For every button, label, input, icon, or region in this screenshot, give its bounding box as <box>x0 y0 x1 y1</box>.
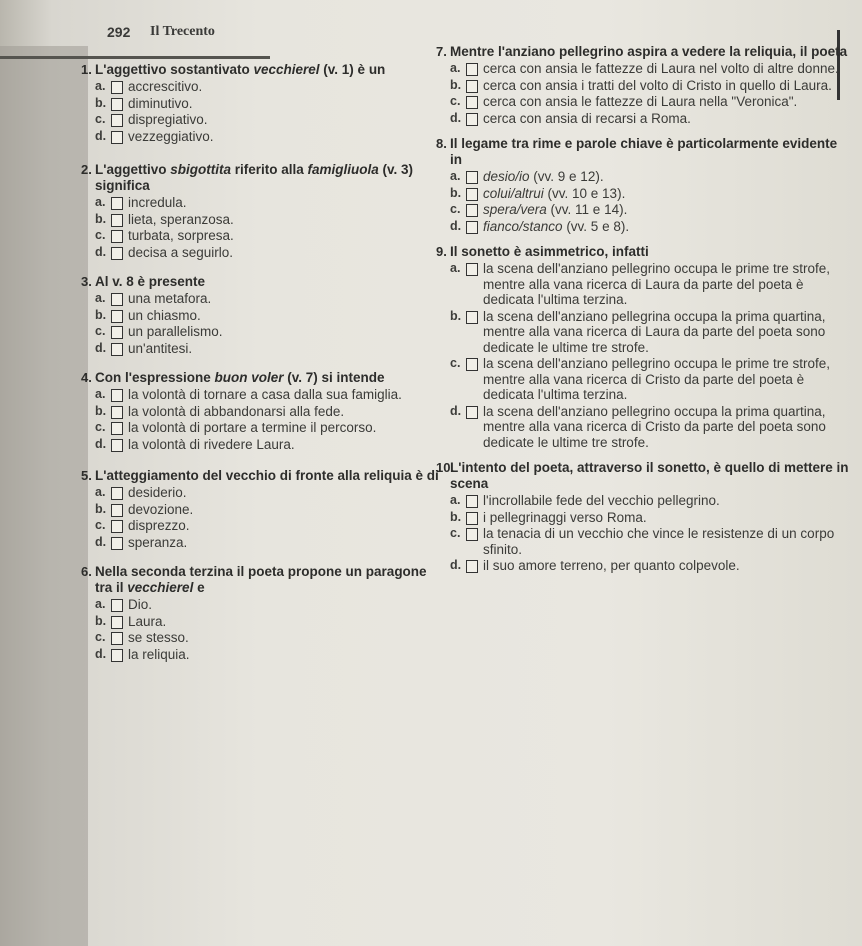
option-letter: c. <box>95 112 106 126</box>
option-letter: c. <box>95 420 106 434</box>
checkbox[interactable] <box>466 204 478 217</box>
answer-option[interactable] <box>95 597 445 613</box>
option-letter: d. <box>450 403 462 418</box>
option-text <box>128 195 187 211</box>
option-label: devozione. <box>128 501 194 517</box>
answer-option[interactable] <box>95 212 445 228</box>
option-label: un parallelismo. <box>128 324 223 339</box>
option-label: cerca con ansia le fattezze di Laura nella "Veronica". <box>483 94 798 109</box>
question-text <box>95 274 445 290</box>
option-text <box>128 308 201 324</box>
checkbox[interactable] <box>111 504 123 517</box>
header-rule <box>0 56 270 59</box>
option-quoted-word: desio/io <box>483 169 530 184</box>
option-label: la scena dell'anziano pellegrina occupa la prima quartina, mentre alla vana ricerca di Laura da parte del poeta sono dedicate le ultime tre strofe. <box>483 308 826 355</box>
option-letter: d. <box>95 534 107 549</box>
option-text <box>483 309 850 356</box>
option-letter: b. <box>95 501 107 516</box>
option-letter: a. <box>95 79 106 93</box>
option-text <box>483 78 832 94</box>
answer-option[interactable] <box>95 112 445 128</box>
answer-option[interactable] <box>95 502 445 518</box>
answer-options <box>95 485 445 550</box>
question-fragment: Mentre l'anziano pellegrino aspira a vedere la reliquia, il poeta <box>450 44 848 59</box>
answer-options <box>95 79 445 144</box>
answer-option[interactable] <box>450 78 850 94</box>
option-text <box>128 79 202 95</box>
option-text <box>128 485 187 501</box>
checkbox[interactable] <box>111 406 123 419</box>
page-number: 292 <box>107 24 131 40</box>
option-label: la volontà di rivedere Laura. <box>128 436 295 452</box>
option-text <box>128 437 295 453</box>
option-label: (vv. 5 e 8). <box>562 218 630 234</box>
option-text <box>483 111 691 127</box>
answer-option[interactable] <box>450 61 850 77</box>
quoted-word: sbigottita <box>170 162 231 177</box>
option-letter: b. <box>450 185 462 200</box>
option-letter: c. <box>450 526 461 540</box>
question-text <box>95 564 445 596</box>
option-letter: c. <box>95 518 106 532</box>
option-quoted-word: fianco/stanco <box>483 218 563 234</box>
option-label: la scena dell'anziano pellegrino occupa le prime tre strofe, mentre alla vana ricerca di Cristo da parte del poeta è dedicata l'ultima terzina. <box>483 356 831 402</box>
question <box>81 62 445 144</box>
checkbox[interactable] <box>111 649 123 662</box>
checkbox[interactable] <box>111 599 123 612</box>
answer-option[interactable] <box>95 630 445 646</box>
option-text <box>128 245 233 261</box>
question-fragment: Al v. 8 è presente <box>95 274 206 289</box>
left-column <box>81 62 445 663</box>
option-text <box>128 630 189 646</box>
option-letter: b. <box>95 307 107 322</box>
checkbox[interactable] <box>111 81 123 94</box>
option-label: la volontà di tornare a casa dalla sua famiglia. <box>128 387 402 402</box>
checkbox[interactable] <box>111 326 123 339</box>
option-letter: a. <box>450 61 461 75</box>
option-letter: b. <box>95 211 107 226</box>
right-column <box>436 44 850 575</box>
answer-option[interactable] <box>95 518 445 534</box>
option-letter: c. <box>95 228 106 242</box>
question-number: 6. <box>81 564 92 579</box>
question-text <box>95 370 445 386</box>
question-text <box>450 244 850 260</box>
checkbox[interactable] <box>466 263 478 276</box>
checkbox[interactable] <box>466 96 478 109</box>
option-letter: d. <box>95 244 107 259</box>
option-label: disprezzo. <box>128 518 190 533</box>
checkbox[interactable] <box>111 422 123 435</box>
option-label: l'incrollabile fede del vecchio pellegrino. <box>483 493 720 508</box>
question <box>81 162 445 260</box>
checkbox[interactable] <box>111 131 123 144</box>
option-label: diminutivo. <box>128 95 193 111</box>
answer-option[interactable] <box>95 129 445 145</box>
option-label: la reliquia. <box>128 646 190 662</box>
option-letter: d. <box>95 646 107 661</box>
answer-options <box>450 169 850 234</box>
question-text <box>450 460 850 492</box>
answer-option[interactable] <box>450 510 850 526</box>
question-fragment: (v. 1) è un <box>319 62 386 77</box>
option-text <box>128 96 193 112</box>
option-label: una metafora. <box>128 291 212 306</box>
answer-option[interactable] <box>95 245 445 261</box>
option-label: i pellegrinaggi verso Roma. <box>483 509 647 525</box>
question-number: 10. <box>436 460 455 475</box>
quoted-word: vecchierel <box>253 62 320 77</box>
option-quoted-word: spera/vera <box>483 202 547 217</box>
question-number: 3. <box>81 274 92 289</box>
checkbox[interactable] <box>111 310 123 323</box>
checkbox[interactable] <box>466 406 478 419</box>
option-label: turbata, sorpresa. <box>128 228 234 243</box>
answer-option[interactable] <box>450 493 850 509</box>
checkbox[interactable] <box>466 171 478 184</box>
answer-option[interactable] <box>450 111 850 127</box>
answer-option[interactable] <box>95 341 445 357</box>
answer-option[interactable] <box>95 324 445 340</box>
checkbox[interactable] <box>111 616 123 629</box>
option-label: se stesso. <box>128 630 189 645</box>
option-label: un'antitesi. <box>128 340 193 356</box>
answer-option[interactable] <box>95 96 445 112</box>
option-letter: d. <box>95 340 107 355</box>
option-label: (vv. 9 e 12). <box>529 169 604 184</box>
question-number: 2. <box>81 162 92 177</box>
answer-option[interactable] <box>95 437 445 453</box>
option-letter: a. <box>95 485 106 499</box>
section-title: Il Trecento <box>150 24 215 39</box>
checkbox[interactable] <box>111 230 123 243</box>
quoted-word: buon voler <box>214 370 284 385</box>
option-label: cerca con ansia le fattezze di Laura nel volto di altre donne. <box>483 61 839 76</box>
answer-options <box>95 597 445 662</box>
checkbox[interactable] <box>466 495 478 508</box>
answer-option[interactable] <box>95 420 445 436</box>
checkbox[interactable] <box>466 80 478 93</box>
checkbox[interactable] <box>466 188 478 201</box>
question-text <box>450 136 850 168</box>
question-number: 1. <box>81 62 92 77</box>
checkbox[interactable] <box>111 247 123 260</box>
option-text <box>128 420 376 436</box>
answer-option[interactable] <box>450 219 850 235</box>
question-number: 9. <box>436 244 447 259</box>
option-letter: b. <box>95 613 107 628</box>
question-fragment: (v. 3) significa <box>95 162 414 193</box>
option-letter: d. <box>450 218 462 233</box>
option-letter: c. <box>450 356 461 370</box>
option-letter: c. <box>450 202 461 216</box>
option-letter: c. <box>95 324 106 338</box>
answer-option[interactable] <box>450 94 850 110</box>
answer-options <box>450 493 850 574</box>
question-fragment: L'intento del poeta, attraverso il sonetto, è quello di mettere in scena <box>450 460 849 491</box>
answer-option[interactable] <box>95 195 445 211</box>
option-text <box>483 526 850 557</box>
option-text <box>128 647 190 663</box>
question-fragment: L'atteggiamento del vecchio di fronte alla reliquia è di <box>95 468 439 483</box>
checkbox[interactable] <box>111 214 123 227</box>
question-fragment: riferito alla <box>230 162 308 177</box>
answer-option[interactable] <box>450 309 850 356</box>
checkbox[interactable] <box>111 114 123 127</box>
question-fragment: (v. 7) si intende <box>283 370 385 385</box>
answer-option[interactable] <box>450 404 850 451</box>
option-text <box>483 558 740 574</box>
option-text <box>483 356 850 403</box>
option-label: incredula. <box>128 195 187 210</box>
question <box>81 274 445 356</box>
option-letter: b. <box>450 77 462 92</box>
answer-options <box>95 195 445 260</box>
option-label: la tenacia di un vecchio che vince le resistenze di un corpo sfinito. <box>483 526 835 557</box>
option-text <box>128 324 223 340</box>
question <box>81 370 445 452</box>
option-text <box>483 510 647 526</box>
answer-option[interactable] <box>95 535 445 551</box>
checkbox[interactable] <box>466 560 478 573</box>
option-letter: c. <box>95 630 106 644</box>
checkbox[interactable] <box>466 528 478 541</box>
option-text <box>128 112 208 128</box>
option-letter: b. <box>95 403 107 418</box>
answer-options <box>450 261 850 450</box>
option-text <box>483 186 625 202</box>
question-number: 5. <box>81 468 92 483</box>
option-label: decisa a seguirlo. <box>128 244 234 260</box>
quoted-word: vecchierel <box>127 580 194 595</box>
option-text <box>128 597 152 613</box>
option-text <box>128 387 402 403</box>
answer-option[interactable] <box>95 614 445 630</box>
checkbox[interactable] <box>466 113 478 126</box>
option-text <box>483 169 604 185</box>
quoted-word: famigliuola <box>307 162 379 177</box>
answer-option[interactable] <box>450 558 850 574</box>
question-number: 4. <box>81 370 92 385</box>
question <box>81 468 445 550</box>
checkbox[interactable] <box>111 293 123 306</box>
option-letter: a. <box>450 493 461 507</box>
question-text <box>95 62 445 78</box>
option-letter: a. <box>95 291 106 305</box>
answer-option[interactable] <box>95 404 445 420</box>
option-text <box>483 202 627 218</box>
checkbox[interactable] <box>466 512 478 525</box>
question-fragment: e <box>193 580 205 595</box>
answer-option[interactable] <box>450 186 850 202</box>
question-fragment: Il legame tra rime e parole chiave è particolarmente evidente in <box>450 136 838 167</box>
checkbox[interactable] <box>111 439 123 452</box>
answer-option[interactable] <box>95 228 445 244</box>
option-text <box>128 614 166 630</box>
option-letter: a. <box>450 169 461 183</box>
option-label: (vv. 11 e 14). <box>546 202 628 217</box>
checkbox[interactable] <box>111 537 123 550</box>
option-letter: d. <box>450 558 462 572</box>
question <box>436 136 850 234</box>
question-fragment: Con l'espressione <box>95 370 215 385</box>
option-label: la volontà di portare a termine il percorso. <box>128 420 377 435</box>
option-text <box>483 219 629 235</box>
checkbox[interactable] <box>466 221 478 234</box>
option-label: dispregiativo. <box>128 112 208 127</box>
option-label: Laura. <box>128 613 167 629</box>
question <box>436 244 850 450</box>
option-letter: a. <box>450 261 461 275</box>
question-fragment: Nella seconda terzina il poeta propone un paragone tra il <box>95 564 427 595</box>
option-label: Dio. <box>128 597 153 612</box>
question-text <box>95 468 445 484</box>
option-quoted-word: colui/altrui <box>483 185 544 201</box>
checkbox[interactable] <box>466 63 478 76</box>
option-label: la scena dell'anziano pellegrino occupa la prima quartina, mentre alla vana ricerca di Cristo da parte del poeta sono dedicate le ultime tre strofe. <box>483 403 826 450</box>
question-text <box>450 44 850 60</box>
question <box>436 460 850 574</box>
checkbox[interactable] <box>111 197 123 210</box>
question-text <box>95 162 445 194</box>
checkbox[interactable] <box>111 389 123 402</box>
option-label: desiderio. <box>128 485 187 500</box>
option-text <box>128 404 344 420</box>
answer-option[interactable] <box>95 291 445 307</box>
answer-option[interactable] <box>450 202 850 218</box>
option-letter: d. <box>95 128 107 143</box>
option-text <box>128 502 193 518</box>
checkbox[interactable] <box>466 311 478 324</box>
option-letter: a. <box>95 597 106 611</box>
answer-options <box>95 387 445 452</box>
question <box>436 44 850 126</box>
option-text <box>483 493 720 509</box>
option-label: vezzeggiativo. <box>128 128 214 144</box>
answer-options <box>95 291 445 356</box>
answer-option[interactable] <box>450 261 850 308</box>
option-letter: d. <box>450 110 462 125</box>
option-label: cerca con ansia di recarsi a Roma. <box>483 110 691 126</box>
question-fragment: L'aggettivo sostantivato <box>95 62 254 77</box>
option-text <box>483 94 797 110</box>
answer-options <box>450 61 850 126</box>
option-letter: b. <box>450 308 462 323</box>
option-text <box>128 341 192 357</box>
page-header <box>0 18 862 44</box>
question-fragment: L'aggettivo <box>95 162 171 177</box>
answer-option[interactable] <box>95 485 445 501</box>
option-letter: a. <box>95 195 106 209</box>
option-label: il suo amore terreno, per quanto colpevole. <box>483 558 740 573</box>
option-label: lieta, speranzosa. <box>128 211 234 227</box>
option-label: la volontà di abbandonarsi alla fede. <box>128 403 345 419</box>
option-text <box>128 129 214 145</box>
checkbox[interactable] <box>111 632 123 645</box>
answer-option[interactable] <box>450 356 850 403</box>
option-text <box>483 61 839 77</box>
option-text <box>128 212 234 228</box>
answer-option[interactable] <box>95 387 445 403</box>
question-number: 8. <box>436 136 447 151</box>
option-label: cerca con ansia i tratti del volto di Cristo in quello di Laura. <box>483 77 832 93</box>
checkbox[interactable] <box>111 520 123 533</box>
question-number: 7. <box>436 44 447 59</box>
option-text <box>128 518 190 534</box>
option-text <box>128 535 187 551</box>
option-letter: a. <box>95 387 106 401</box>
answer-option[interactable] <box>95 308 445 324</box>
option-label: la scena dell'anziano pellegrino occupa le prime tre strofe, mentre alla vana ricerca di Laura da parte del poeta è dedicata l'ultima terzina. <box>483 261 831 307</box>
option-letter: b. <box>450 509 462 524</box>
checkbox[interactable] <box>111 98 123 111</box>
answer-option[interactable] <box>95 79 445 95</box>
page-margin-shadow <box>0 46 88 946</box>
question-fragment: Il sonetto è asimmetrico, infatti <box>450 244 649 259</box>
option-label: speranza. <box>128 534 188 550</box>
option-text <box>483 404 850 451</box>
option-letter: b. <box>95 95 107 110</box>
option-letter: c. <box>450 94 461 108</box>
option-text <box>128 291 211 307</box>
answer-option[interactable] <box>95 647 445 663</box>
option-label: un chiasmo. <box>128 307 201 323</box>
answer-option[interactable] <box>450 169 850 185</box>
option-letter: d. <box>95 436 107 451</box>
option-text <box>128 228 234 244</box>
question <box>81 564 445 662</box>
answer-option[interactable] <box>450 526 850 557</box>
option-label: (vv. 10 e 13). <box>543 185 626 201</box>
option-text <box>483 261 850 308</box>
option-label: accrescitivo. <box>128 79 203 94</box>
checkbox[interactable] <box>466 358 478 371</box>
checkbox[interactable] <box>111 487 123 500</box>
checkbox[interactable] <box>111 343 123 356</box>
